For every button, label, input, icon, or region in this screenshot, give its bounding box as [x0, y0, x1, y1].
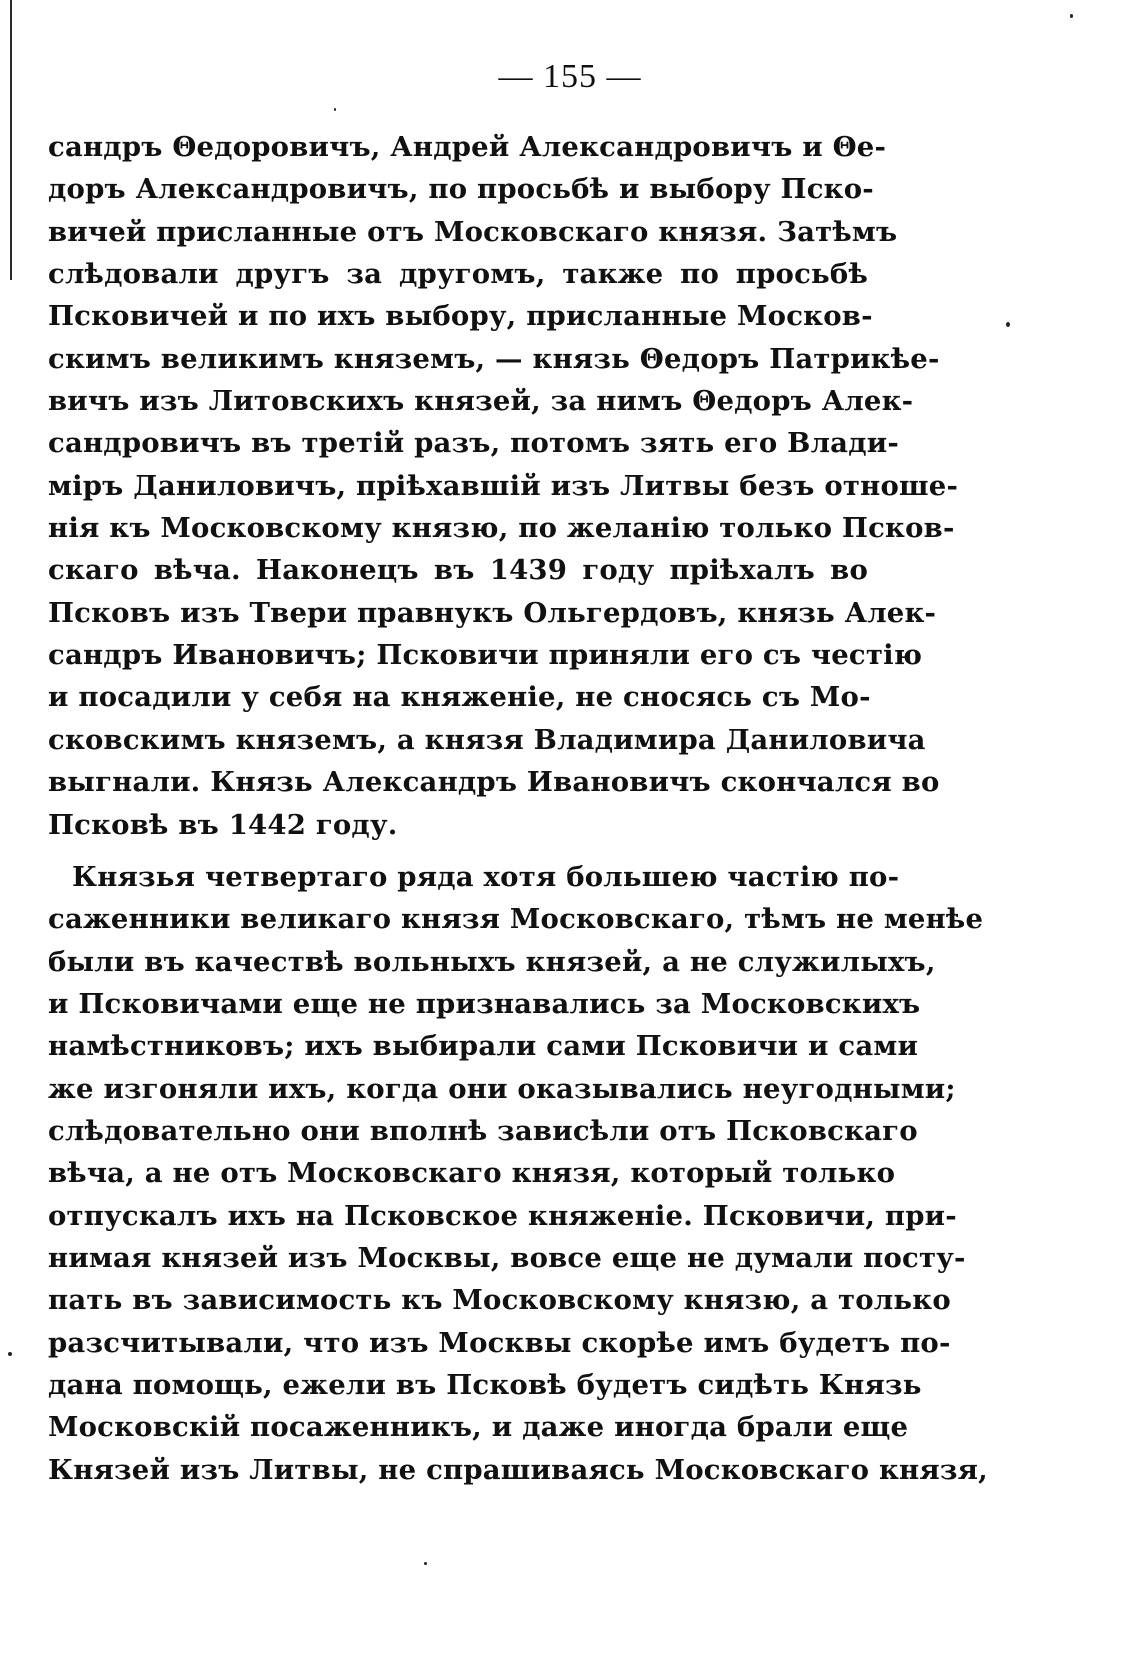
text-line: выгнали. Князь Александръ Ивановичъ скончался во	[48, 766, 940, 799]
text-line: и Псковичами еще не признавались за Московскихъ	[48, 987, 921, 1020]
text-line: доръ Александровичъ, по просьбѣ и выбору Пско-	[48, 173, 874, 206]
ink-speck	[424, 1562, 427, 1565]
text-line: саженники великаго князя Московскаго, тѣмъ не менѣе	[48, 903, 984, 936]
text-line: нія къ Московскому князю, по желанію только Псков-	[48, 512, 955, 545]
text-line: дана помощь, ежели въ Псковѣ будетъ сидѣть Князь	[48, 1368, 922, 1401]
paragraph-2	[48, 856, 988, 1491]
text-line: сандръ Ивановичъ; Псковичи приняли его съ честію	[48, 639, 923, 672]
text-line: Московскій посаженникъ, и даже иногда брали еще	[48, 1411, 909, 1444]
text-line: пать въ зависимость къ Московскому князю, а только	[48, 1284, 951, 1317]
text-line: намѣстниковъ; ихъ выбирали сами Псковичи и сами	[48, 1030, 919, 1063]
text-line: сковскимъ княземъ, а князя Владимира Даниловича	[48, 723, 926, 756]
page-edge-line	[10, 0, 12, 280]
text-line: Князья четвертаго ряда хотя большею частію по-	[72, 860, 900, 893]
text-line: и посадили у себя на княженіе, не сносясь съ Мо-	[48, 681, 871, 714]
text-line: сандровичъ въ третій разъ, потомъ зять его Влади-	[48, 427, 899, 460]
text-line: нимая князей изъ Москвы, вовсе еще не думали посту-	[48, 1241, 966, 1274]
text-line: Псковичей и по ихъ выбору, присланные Москов-	[48, 300, 873, 333]
text-line: были въ качествѣ вольныхъ князей, а не служилыхъ,	[48, 945, 936, 978]
text-line: вичей присланные отъ Московскаго князя. Затѣмъ	[48, 215, 898, 248]
text-line: отпускалъ ихъ на Псковское княженіе. Псковичи, при-	[48, 1199, 957, 1232]
text-line: Псковъ изъ Твери правнукъ Ольгердовъ, князь Алек-	[48, 596, 937, 629]
paragraph-1	[48, 126, 959, 846]
text-line: вѣча, а не отъ Московскаго князя, который только	[48, 1157, 896, 1190]
body-text	[48, 126, 988, 1491]
ink-speck	[1006, 322, 1010, 327]
ink-speck	[1070, 14, 1073, 18]
text-line: слѣдовательно они вполнѣ зависѣли отъ Псковскаго	[48, 1114, 918, 1147]
text-line: Псковѣ въ 1442 году.	[48, 808, 398, 841]
page-number: — 155 —	[498, 58, 642, 95]
text-line: міръ Даниловичъ, пріѣхавшій изъ Литвы безъ отноше-	[48, 469, 959, 502]
text-line: сандръ Θедоровичъ, Андрей Александровичъ и Θе-	[48, 131, 887, 163]
text-line: Князей изъ Литвы, не спрашиваясь Московскаго князя,	[48, 1453, 988, 1486]
text-line: скаго вѣча. Наконецъ въ 1439 году пріѣхалъ во	[48, 554, 868, 587]
text-line: вичъ изъ Литовскихъ князей, за нимъ Θедоръ Алек-	[48, 385, 914, 418]
ink-speck	[334, 108, 336, 111]
text-line: слѣдовали другъ за другомъ, также по просьбѣ	[48, 258, 868, 291]
ink-speck	[8, 1352, 12, 1356]
text-line: разсчитывали, что изъ Москвы скорѣе имъ будетъ по-	[48, 1326, 951, 1359]
text-line: скимъ великимъ княземъ, — князь Θедоръ Патрикѣе-	[48, 342, 940, 375]
text-line: же изгоняли ихъ, когда они оказывались неугодными;	[48, 1072, 956, 1105]
